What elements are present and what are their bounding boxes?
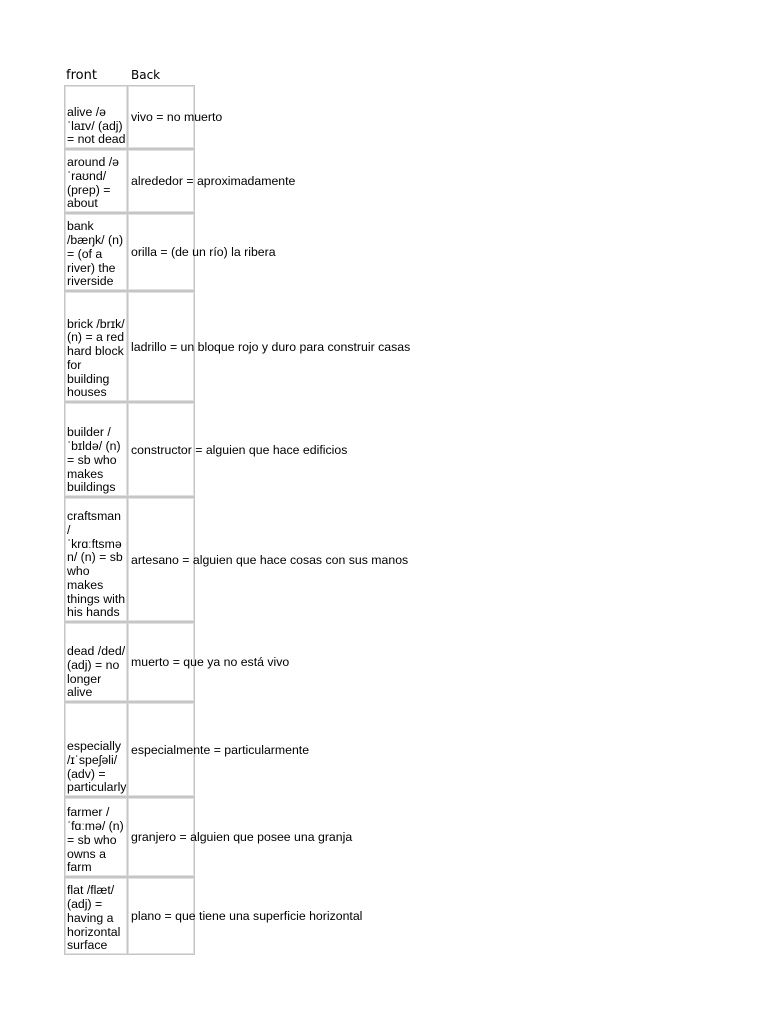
back-text: artesano = alguien que hace cosas con sus manos [131, 552, 409, 567]
back-text: alrededor = aproximadamente [131, 174, 296, 188]
front-cell [64, 85, 128, 149]
front-cell [64, 877, 128, 955]
front-text: farmer /ˈfɑːmə/ (n) = sb who owns a farm [67, 805, 124, 875]
header-back: Back [131, 68, 161, 82]
back-text: plano = que tiene una superficie horizontal [131, 909, 363, 923]
front-text: craftsman /ˈkrɑːftsmən/ (n) = sb who makes things with his hands [67, 509, 126, 620]
front-cell [64, 213, 128, 291]
back-text: ladrillo = un bloque rojo y duro para construir casas [131, 339, 411, 354]
front-text: builder /ˈbɪldə/ (n) = sb who makes buildings [67, 425, 121, 495]
front-cell [64, 149, 128, 213]
front-text: dead /ded/ (adj) = no longer alive [67, 644, 126, 700]
back-text: vivo = no muerto [131, 110, 223, 124]
front-text: flat /flæt/ (adj) = having a horizontal surface [67, 883, 121, 953]
back-text: muerto = que ya no está vivo [131, 655, 290, 669]
front-cell [64, 497, 128, 622]
front-text: around /əˈraʊnd/ (prep) = about [67, 155, 119, 211]
front-cell [64, 622, 128, 702]
front-cell [64, 402, 128, 497]
back-text: orilla = (de un río) la ribera [131, 245, 276, 259]
back-text: especialmente = particularmente [131, 742, 310, 757]
back-text: constructor = alguien que hace edificios [131, 442, 348, 457]
front-cell [64, 291, 128, 402]
front-cell [64, 797, 128, 877]
front-text: especially /ɪˈspeʃəli/ (adv) = particularly [67, 739, 127, 795]
header-front: front [66, 68, 97, 83]
front-text: brick /brɪk/ (n) = a red hard block for building houses [67, 316, 125, 400]
back-text: granjero = alguien que posee una granja [131, 830, 353, 844]
front-text: alive /əˈlaɪv/ (adj) = not dead [67, 104, 126, 147]
front-text: bank /bæŋk/ (n) = (of a river) the riverside [67, 219, 124, 289]
front-cell [64, 702, 128, 797]
